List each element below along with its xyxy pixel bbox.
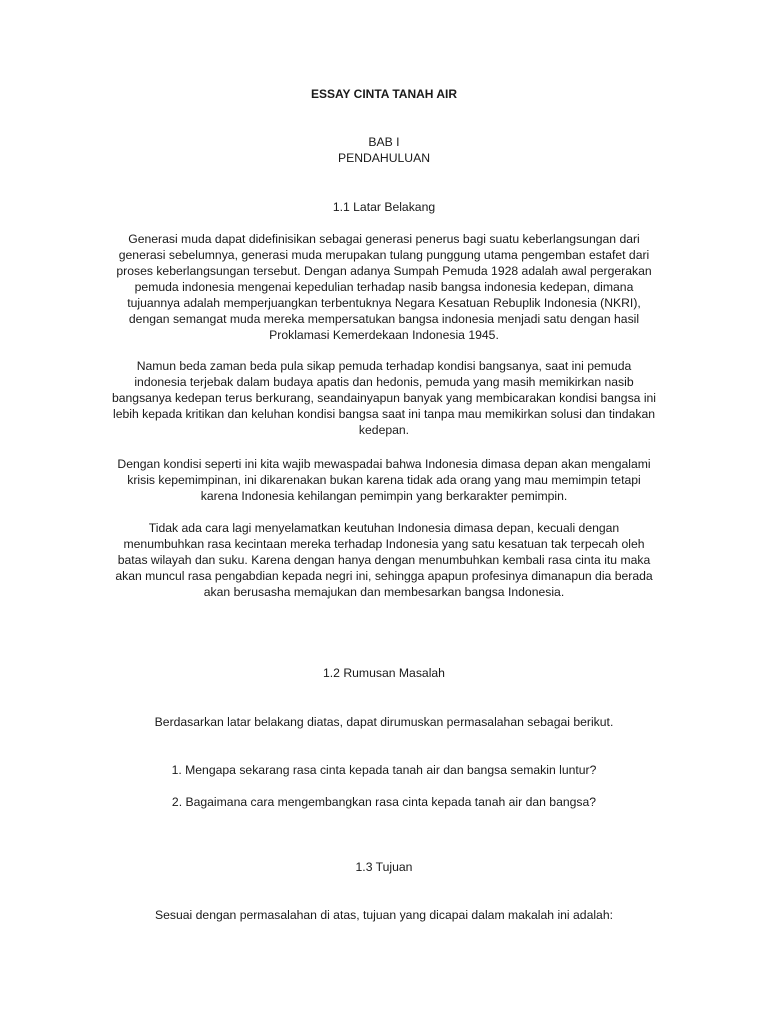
paragraph-line: menumbuhkan rasa kecintaan mereka terhadap Indonesia yang satu kesatuan tak terpecah oleh: [123, 537, 645, 551]
paragraph-line: Proklamasi Kemerdekaan Indonesia 1945.: [269, 328, 499, 342]
problem-item-2: 2. Bagaimana cara mengembangkan rasa cinta kepada tanah air dan bangsa?: [171, 795, 597, 809]
paragraph-line: Dengan kondisi seperti ini kita wajib mewaspadai bahwa Indonesia dimasa depan akan mengalami: [117, 457, 651, 471]
paragraph-line: proses keberlangsungan tersebut. Dengan adanya Sumpah Pemuda 1928 adalah awal pergerakan: [116, 264, 652, 278]
paragraph-4: [92, 520, 676, 600]
chapter-name: PENDAHULUAN: [337, 151, 431, 165]
paragraph-2: [92, 358, 676, 438]
paragraph-line: tujuannya adalah memperjuangkan terbentuknya Negara Kesatuan Rebuplik Indonesia (NKRI),: [127, 296, 641, 310]
paragraph-1: [92, 231, 676, 343]
paragraph-line: dengan semangat muda mereka mempersatukan bangsa indonesia menjadi satu dengan hasil: [128, 312, 640, 326]
paragraph-line: batas wilayah dan suku. Karena dengan hanya dengan menumbuhkan kembali rasa cinta itu maka: [117, 553, 651, 567]
paragraph-line: indonesia terjebak dalam budaya apatis dan hedonis, pemuda yang masih memikirkan nasib: [134, 375, 634, 389]
section-heading-latar-belakang: 1.1 Latar Belakang: [332, 200, 436, 214]
section-heading-rumusan-masalah: 1.2 Rumusan Masalah: [323, 666, 445, 680]
paragraph-line: akan muncul rasa pengabdian kepada negri ini, sehingga apapun profesinya dimanapun dia berada: [115, 569, 653, 583]
chapter-number: BAB I: [368, 135, 400, 149]
paragraph-line: generasi sebelumnya, generasi muda merupakan tulang punggung utama pengemban estafet dari: [118, 248, 650, 262]
paragraph-line: kedepan.: [358, 423, 410, 437]
rumusan-masalah-intro: Berdasarkan latar belakang diatas, dapat dirumuskan permasalahan sebagai berikut.: [154, 715, 614, 729]
paragraph-line: lebih kepada kritikan dan keluhan kondisi bangsa saat ini tanpa mau memikirkan solusi dan tindakan: [113, 407, 655, 421]
essay-title: ESSAY CINTA TANAH AIR: [310, 87, 457, 101]
paragraph-line: krisis kepemimpinan, ini dikarenakan bukan karena tidak ada orang yang mau memimpin tetapi: [127, 473, 641, 487]
problem-item-1: 1. Mengapa sekarang rasa cinta kepada tanah air dan bangsa semakin luntur?: [171, 763, 597, 777]
paragraph-3: [92, 456, 676, 504]
section-heading-tujuan: 1.3 Tujuan: [355, 860, 413, 874]
paragraph-line: Tidak ada cara lagi menyelamatkan keutuhan Indonesia dimasa depan, kecuali dengan: [148, 521, 620, 535]
paragraph-line: pemuda indonesia mengenai kepedulian terhadap nasib bangsa indonesia kedepan, dimana: [134, 280, 634, 294]
paragraph-line: Generasi muda dapat didefinisikan sebagai generasi penerus bagi suatu keberlangsungan dari: [128, 232, 640, 246]
paragraph-line: Namun beda zaman beda pula sikap pemuda terhadap kondisi bangsanya, saat ini pemuda: [136, 359, 632, 373]
tujuan-intro: Sesuai dengan permasalahan di atas, tujuan yang dicapai dalam makalah ini adalah:: [154, 908, 614, 922]
paragraph-line: bangsanya kedepan terus berkurang, seandainyapun banyak yang membicarakan kondisi bangsa ini: [111, 391, 657, 405]
paragraph-line: akan berusasha memajukan dan membesarkan bangsa Indonesia.: [203, 585, 565, 599]
paragraph-line: karena Indonesia kehilangan pemimpin yang berkarakter pemimpin.: [200, 489, 568, 503]
